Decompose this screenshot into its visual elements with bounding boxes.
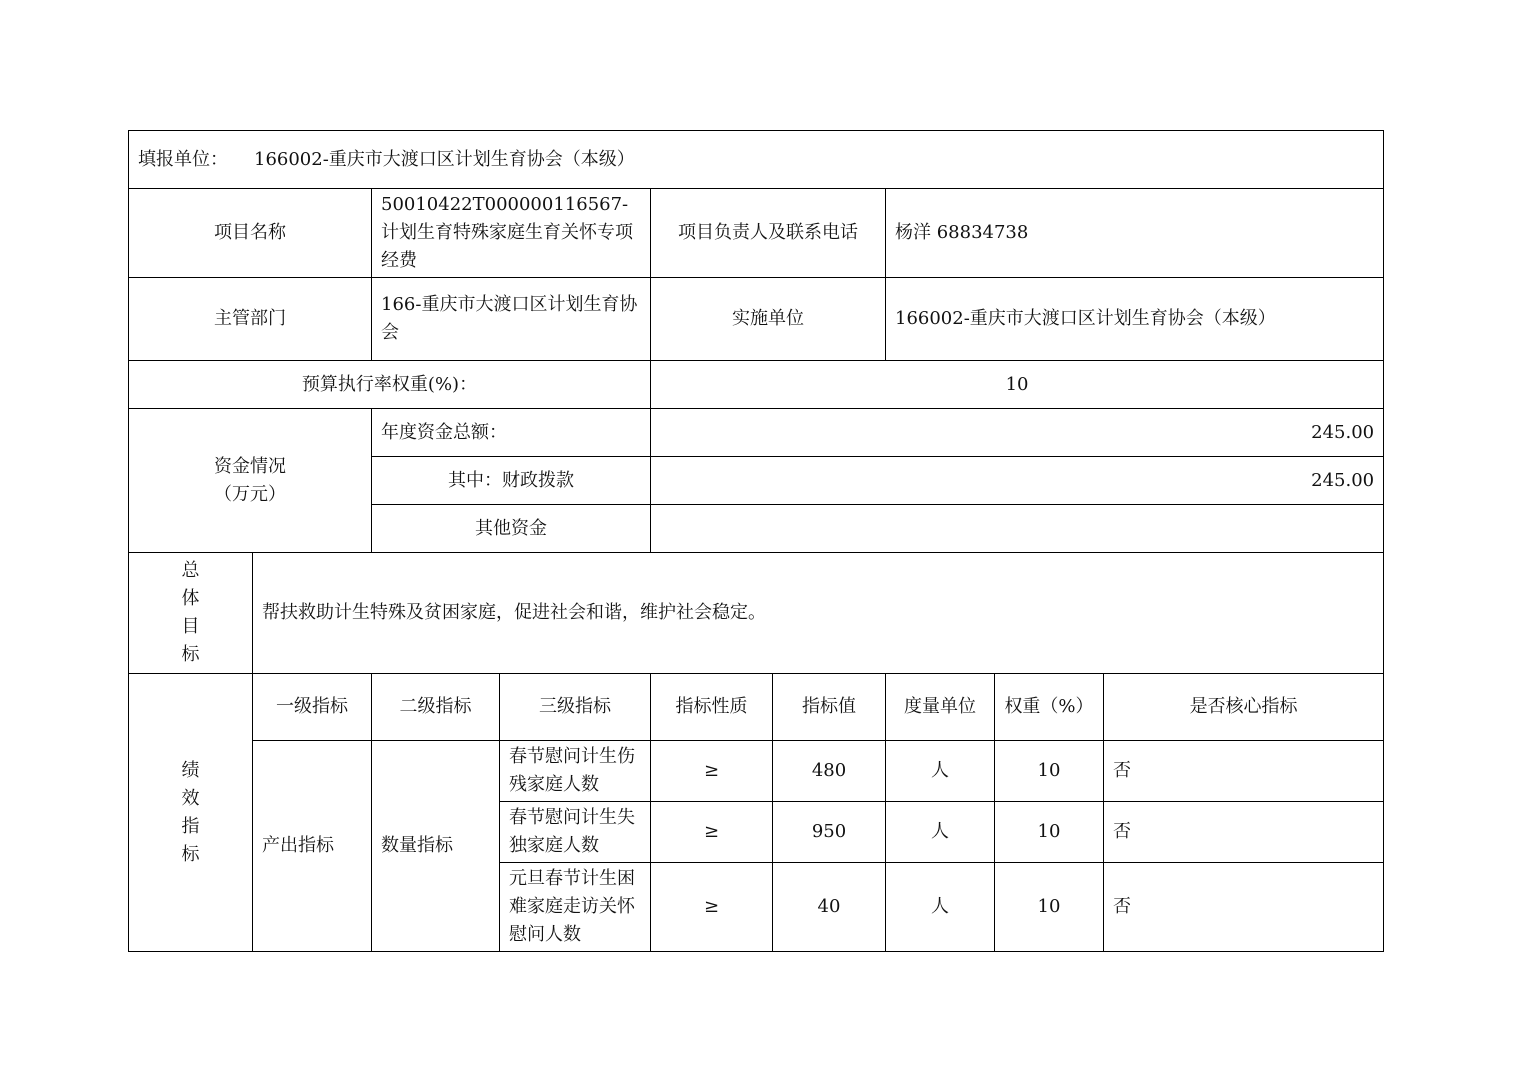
project-name-row — [129, 189, 1384, 278]
indicator-core: 否 — [1104, 863, 1384, 952]
indicator-value: 480 — [773, 741, 886, 802]
indicator-nature: ≥ — [651, 741, 773, 802]
funds-label — [129, 409, 372, 553]
reporting-unit-label: 填报单位： — [138, 148, 228, 170]
indicator-nature: ≥ — [651, 863, 773, 952]
fiscal-allocation-label: 其中：财政拨款 — [372, 457, 651, 505]
table-row — [129, 741, 1384, 802]
other-funds-value — [651, 505, 1384, 553]
implementing-unit-label: 实施单位 — [651, 278, 886, 361]
reporting-unit-row — [129, 131, 1384, 189]
header-level2: 二级指标 — [372, 674, 500, 741]
indicator-unit: 人 — [886, 802, 995, 863]
indicator-value: 40 — [773, 863, 886, 952]
budget-weight-label: 预算执行率权重(%)： — [129, 361, 651, 409]
performance-char: 绩 — [181, 759, 200, 781]
implementing-unit-value: 166002-重庆市大渡口区计划生育协会（本级） — [886, 278, 1384, 361]
funds-total-row — [129, 409, 1384, 457]
overall-goal-row — [129, 553, 1384, 674]
level2-indicator: 数量指标 — [372, 741, 500, 952]
project-name-value: 50010422T000000116567-计划生育特殊家庭生育关怀专项经费 — [372, 189, 651, 278]
annual-total-value: 245.00 — [651, 409, 1384, 457]
performance-char: 指 — [181, 815, 200, 837]
overall-goal-text: 帮扶救助计生特殊及贫困家庭，促进社会和谐，维护社会稳定。 — [253, 553, 1384, 674]
funds-label-line1: 资金情况 — [214, 455, 286, 477]
indicator-weight: 10 — [995, 741, 1104, 802]
reporting-unit-cell — [129, 131, 1384, 189]
overall-goal-char: 体 — [181, 588, 200, 609]
performance-label — [129, 674, 253, 952]
header-value: 指标值 — [773, 674, 886, 741]
indicator-value: 950 — [773, 802, 886, 863]
indicator-unit: 人 — [886, 863, 995, 952]
funds-label-line2: （万元） — [214, 483, 286, 505]
level3-indicator: 春节慰问计生伤残家庭人数 — [500, 741, 651, 802]
overall-goal-char: 目 — [181, 616, 200, 637]
indicator-core: 否 — [1104, 802, 1384, 863]
budget-weight-row — [129, 361, 1384, 409]
indicator-core: 否 — [1104, 741, 1384, 802]
performance-char: 效 — [181, 787, 200, 809]
level1-indicator: 产出指标 — [253, 741, 372, 952]
reporting-unit-value: 166002-重庆市大渡口区计划生育协会（本级） — [254, 148, 635, 170]
header-level3: 三级指标 — [500, 674, 651, 741]
indicator-weight: 10 — [995, 802, 1104, 863]
header-weight: 权重（%） — [995, 674, 1104, 741]
level3-indicator: 元旦春节计生困难家庭走访关怀慰问人数 — [500, 863, 651, 952]
header-core: 是否核心指标 — [1104, 674, 1384, 741]
project-name-label: 项目名称 — [129, 189, 372, 278]
overall-goal-label — [129, 553, 253, 674]
indicator-weight: 10 — [995, 863, 1104, 952]
fiscal-allocation-value: 245.00 — [651, 457, 1384, 505]
performance-char: 标 — [181, 843, 200, 865]
overall-goal-char: 总 — [181, 560, 200, 581]
performance-header-row — [129, 674, 1384, 741]
other-funds-label: 其他资金 — [372, 505, 651, 553]
department-row — [129, 278, 1384, 361]
indicator-unit: 人 — [886, 741, 995, 802]
project-contact-label: 项目负责人及联系电话 — [651, 189, 886, 278]
level3-indicator: 春节慰问计生失独家庭人数 — [500, 802, 651, 863]
header-nature: 指标性质 — [651, 674, 773, 741]
department-label: 主管部门 — [129, 278, 372, 361]
performance-form-table — [128, 130, 1384, 952]
overall-goal-char: 标 — [181, 644, 200, 665]
header-unit: 度量单位 — [886, 674, 995, 741]
project-contact-value: 杨洋 68834738 — [886, 189, 1384, 278]
department-value: 166-重庆市大渡口区计划生育协会 — [372, 278, 651, 361]
indicator-nature: ≥ — [651, 802, 773, 863]
budget-weight-value: 10 — [651, 361, 1384, 409]
header-level1: 一级指标 — [253, 674, 372, 741]
annual-total-label: 年度资金总额： — [372, 409, 651, 457]
